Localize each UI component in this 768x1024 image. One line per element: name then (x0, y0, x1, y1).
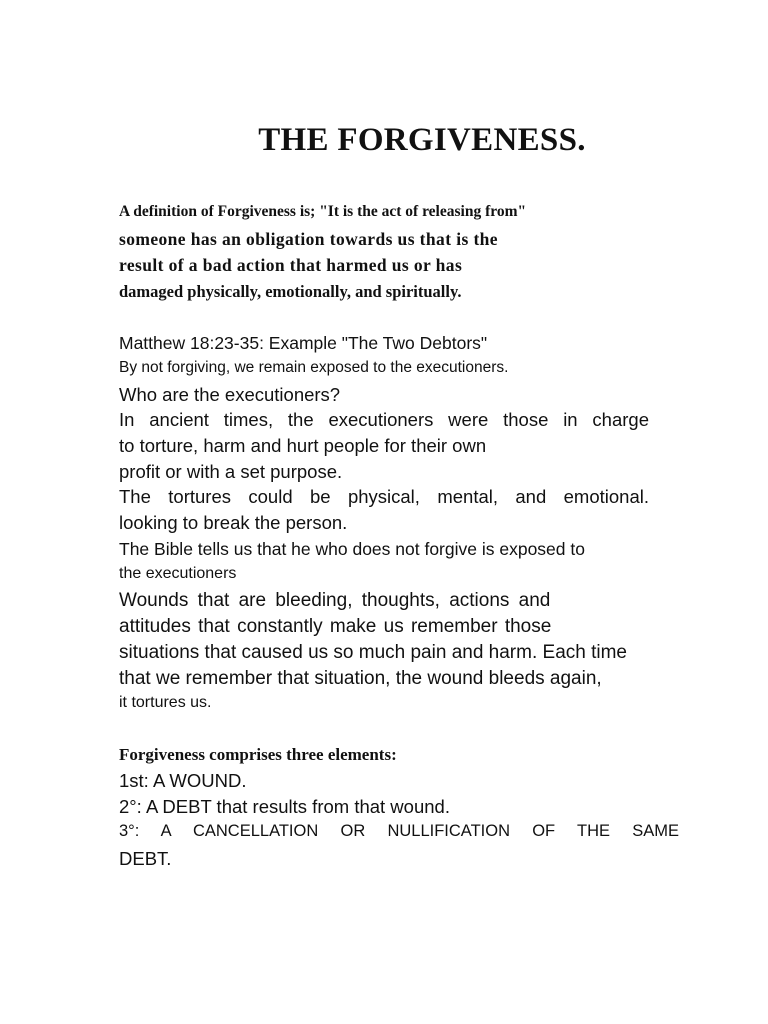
wounds-line-3: situations that caused us so much pain and harm. Each time (119, 642, 627, 663)
element-third-line-1: 3°: A CANCELLATION OR NULLIFICATION OF THE SAME (119, 822, 679, 840)
wounds-line-1: Wounds that are bleeding, thoughts, actions and (119, 590, 551, 611)
element-second: 2°: A DEBT that results from that wound. (119, 796, 450, 817)
tortures-line-1: The tortures could be physical, mental, and emotional. (119, 486, 649, 507)
exposed-line: By not forgiving, we remain exposed to the executioners. (119, 359, 509, 376)
definition-line-4: damaged physically, emotionally, and spiritually. (119, 282, 462, 301)
definition-line-2: someone has an obligation towards us that is the (119, 229, 498, 249)
ancient-line-1: In ancient times, the executioners were those in charge (119, 409, 649, 430)
ancient-line-3: profit or with a set purpose. (119, 461, 343, 482)
definition-line-1: A definition of Forgiveness is; "It is the act of releasing from" (119, 203, 527, 220)
wounds-line-5: it tortures us. (119, 694, 212, 711)
element-third-line-2: DEBT. (119, 848, 172, 869)
bible-line-2: the executioners (119, 565, 237, 582)
executioners-question: Who are the executioners? (119, 384, 341, 405)
elements-heading: Forgiveness comprises three elements: (119, 745, 397, 764)
wounds-line-2: attitudes that constantly make us remember those (119, 616, 552, 637)
element-first: 1st: A WOUND. (119, 770, 247, 791)
tortures-line-2: looking to break the person. (119, 512, 348, 533)
wounds-line-4: that we remember that situation, the wound bleeds again, (119, 668, 602, 689)
definition-line-3: result of a bad action that harmed us or has (119, 255, 463, 275)
page-title: THE FORGIVENESS. (258, 122, 586, 158)
bible-line-1: The Bible tells us that he who does not forgive is exposed to (119, 539, 585, 559)
scripture-reference: Matthew 18:23-35: Example "The Two Debtors" (119, 333, 488, 353)
ancient-line-2: to torture, harm and hurt people for their own (119, 435, 487, 456)
